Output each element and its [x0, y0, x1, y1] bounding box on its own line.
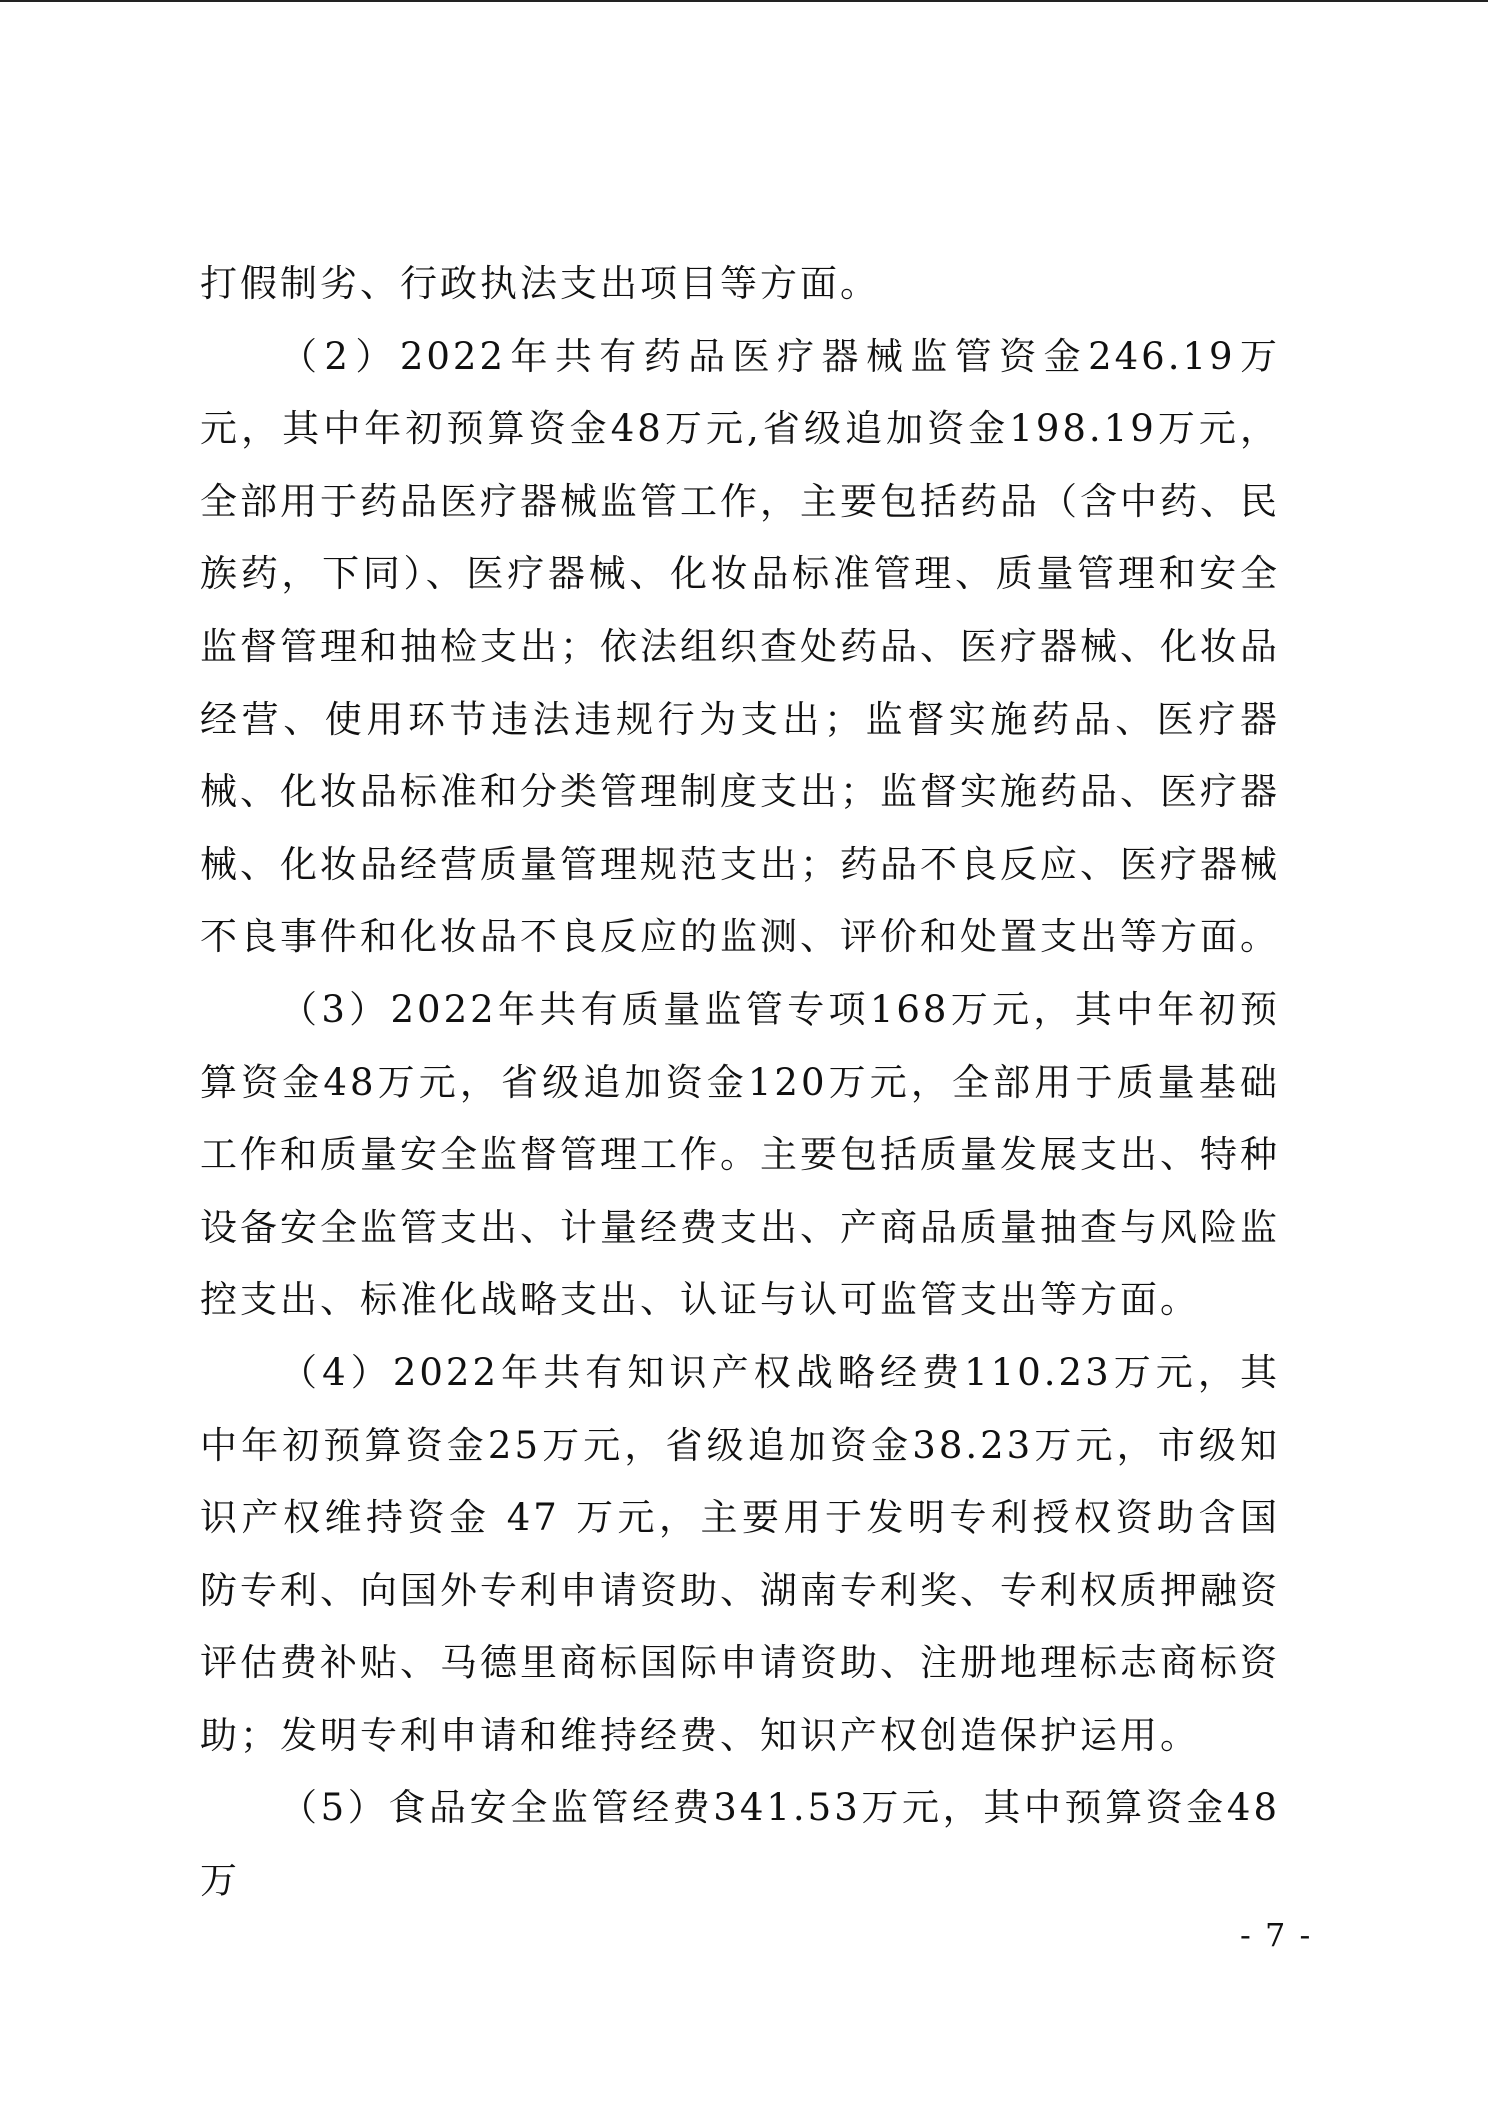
paragraph-1-continuation: 打假制劣、行政执法支出项目等方面。	[200, 262, 880, 305]
paragraph-4-intellectual-property: （4）2022年共有知识产权战略经费110.23万元，其中年初预算资金25万元，省级追加资金38.23万元，市级知识产权维持资金 47 万元，主要用于发明专利授权资助含国防专利、向国外专利申请资助、湖南专利奖、专利权质押融资评估费补贴、马德里商标国际申请资助、注册地理标志商标资助；发明专利申请和维持经费、知识产权创造保护运用。	[200, 1350, 1280, 1757]
document-body	[200, 248, 1280, 1918]
paragraph-3-quality-supervision: （3）2022年共有质量监管专项168万元，其中年初预算资金48万元，省级追加资金120万元，全部用于质量基础工作和质量安全监督管理工作。主要包括质量发展支出、特种设备安全监管支出、计量经费支出、产商品质量抽查与风险监控支出、标准化战略支出、认证与认可监管支出等方面。	[200, 987, 1280, 1322]
page-number: - 7 -	[1240, 1916, 1313, 1954]
top-border-line	[0, 0, 1488, 2]
paragraph-2-drug-device-funds: （2）2022年共有药品医疗器械监管资金246.19万元，其中年初预算资金48万元,省级追加资金198.19万元，全部用于药品医疗器械监管工作，主要包括药品（含中药、民族药，下同）、医疗器械、化妆品标准管理、质量管理和安全监督管理和抽检支出；依法组织查处药品、医疗器械、化妆品经营、使用环节违法违规行为支出；监督实施药品、医疗器械、化妆品标准和分类管理制度支出；监督实施药品、医疗器械、化妆品经营质量管理规范支出；药品不良反应、医疗器械不良事件和化妆品不良反应的监测、评价和处置支出等方面。	[200, 334, 1280, 959]
paragraph-5-food-safety: （5）食品安全监管经费341.53万元，其中预算资金48万	[200, 1786, 1280, 1903]
